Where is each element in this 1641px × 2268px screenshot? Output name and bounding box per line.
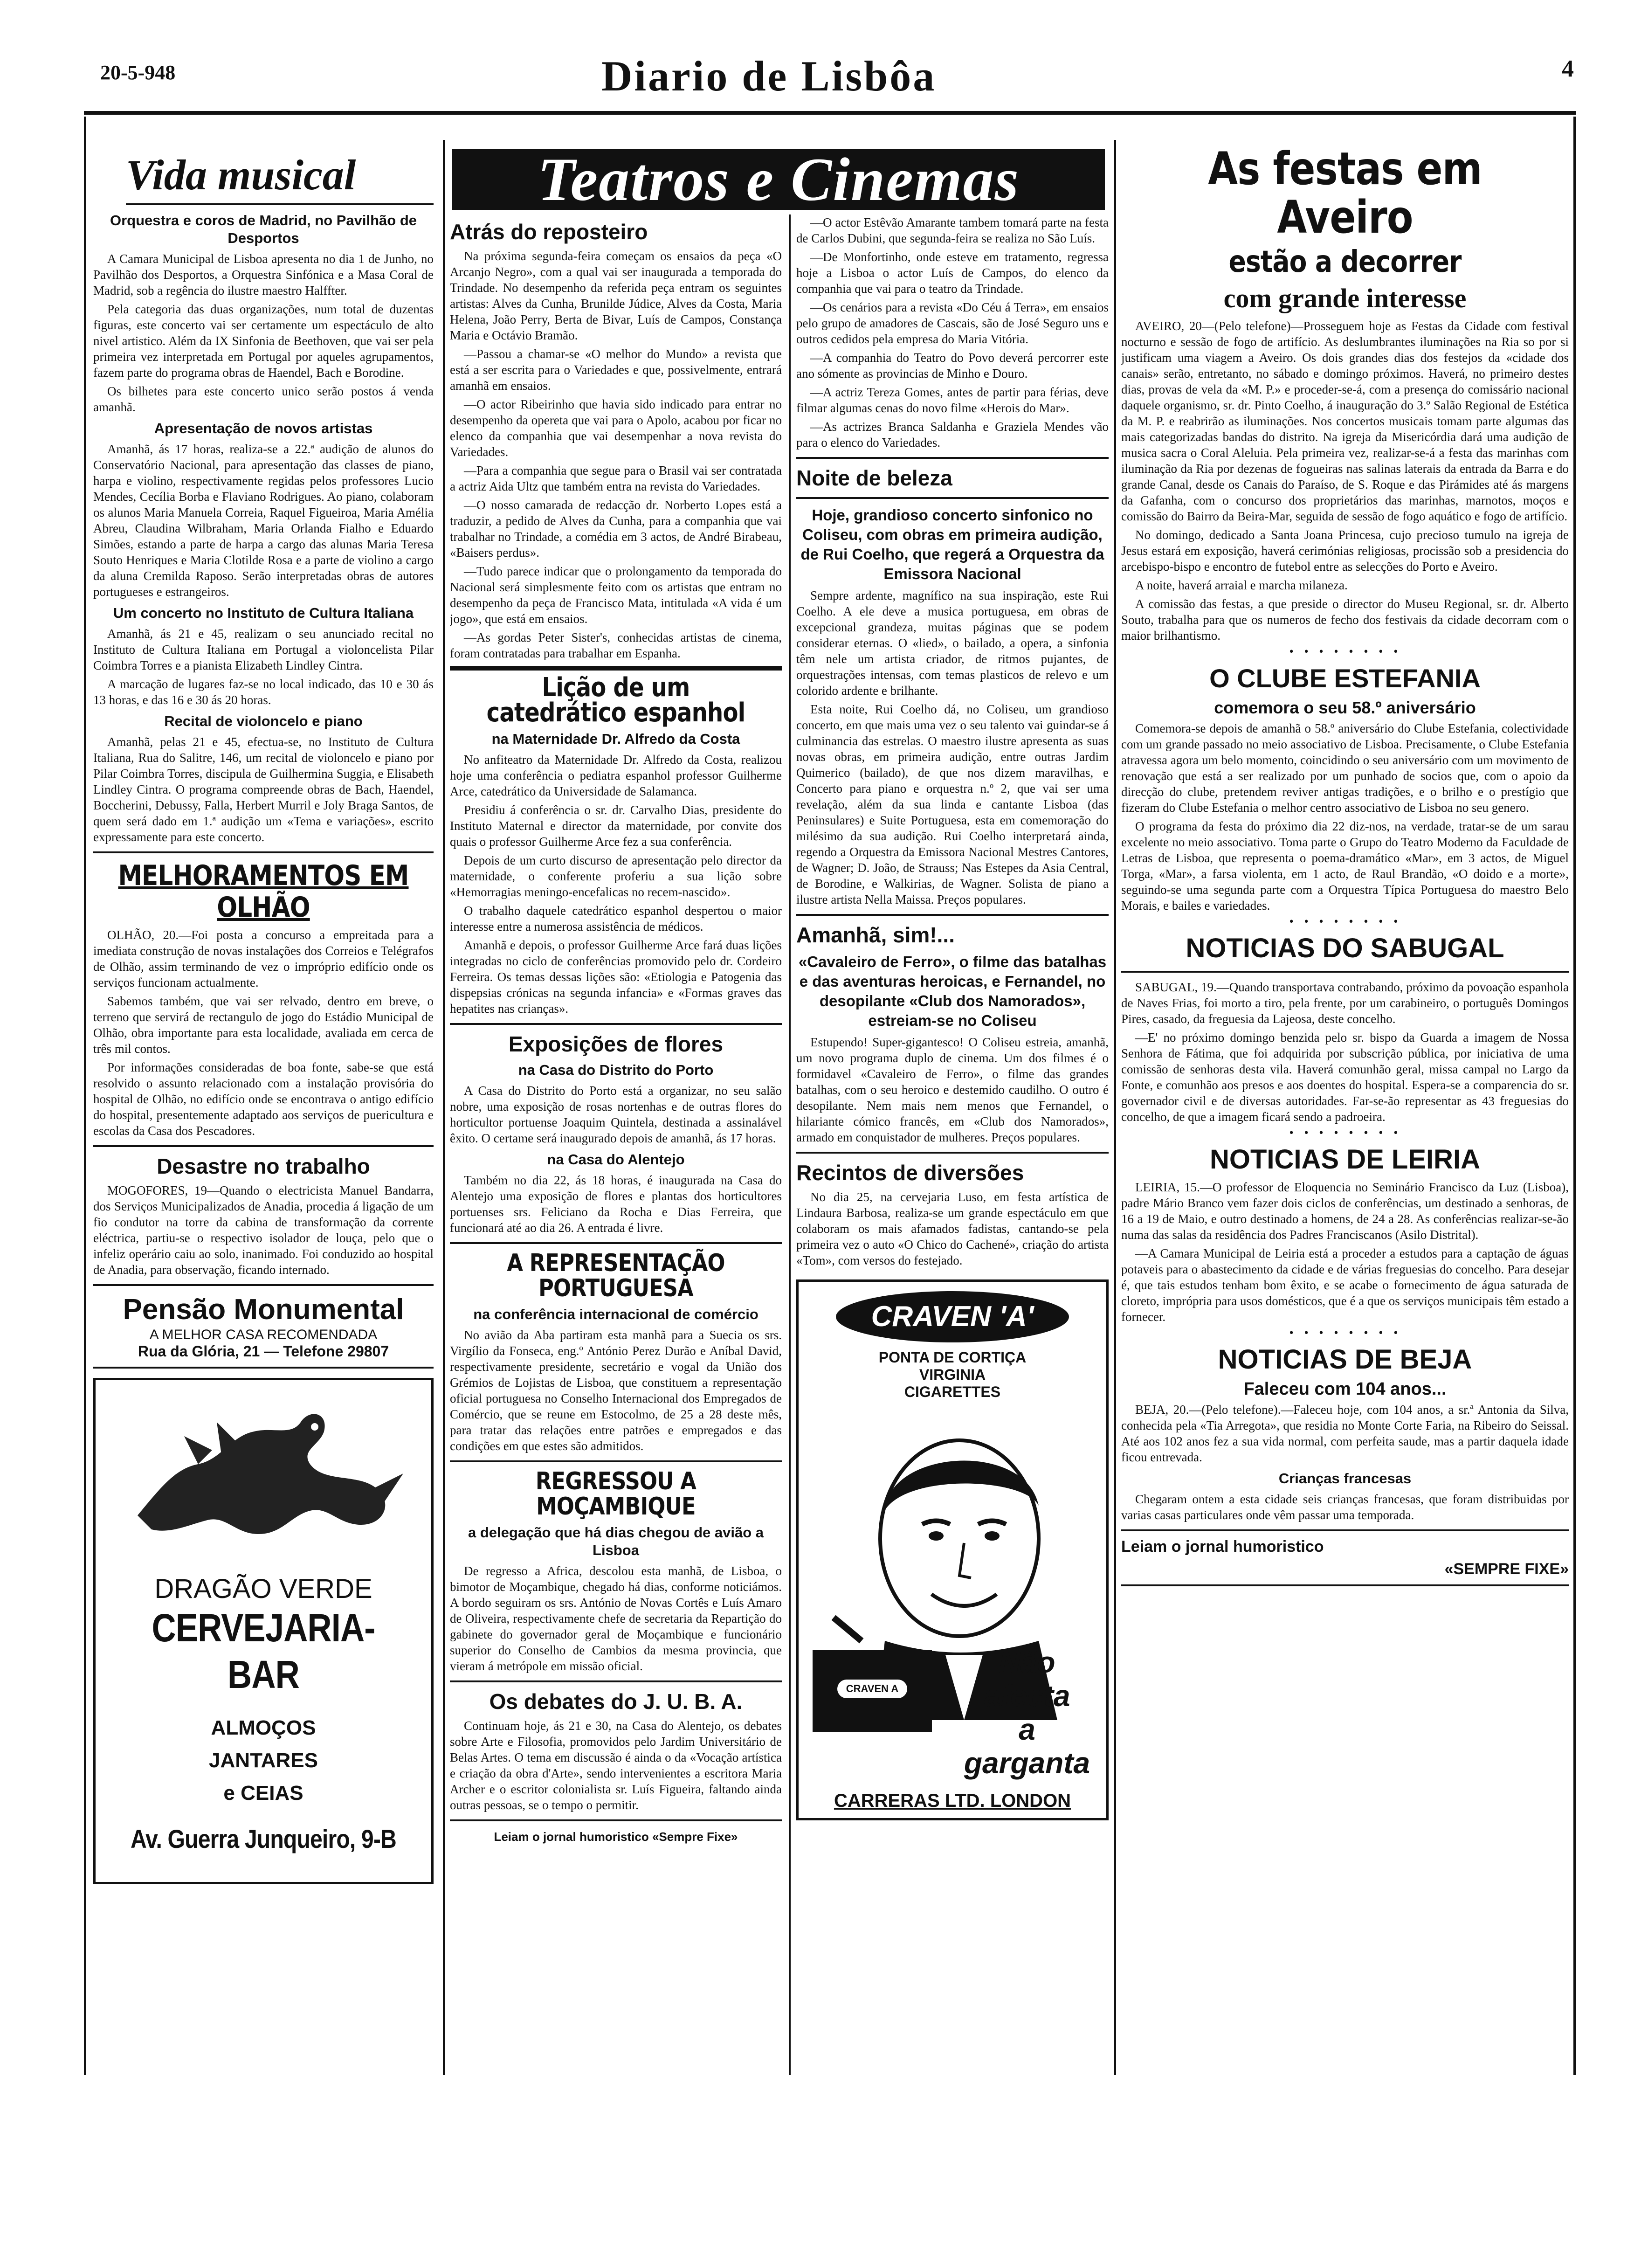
article-paragraph: Sabemos também, que vai ser relvado, dentro em breve, o terreno que servirá de rectangulo de jogo do Estádio Municipal de Olhão, obra importante para esta localidade, avaliada em cerca de três mil contos. (93, 994, 434, 1056)
divider (1121, 971, 1569, 973)
ornament-divider: • • • • • • • • (1288, 1328, 1402, 1339)
article-heading: Lição de um catedrático espanhol (486, 672, 745, 728)
slogan-line: Não (999, 1646, 1055, 1679)
column-rule-2 (789, 214, 791, 2075)
article-paragraph: Na próxima segunda-feira começam os ensaios da peça «O Arcanjo Negro», com a qual vai ser inaugurada a temporada do Trindade. No desempenho da referida peça entram os seguintes artistas: Alves da Cunha, Brunilde Júdice, Alves da Costa, Maria Helena, João Perry, Berta de Bivar, Luís de Campos, Constança Maria e Octávio Bramão. (450, 249, 782, 342)
ad-pensao-monumental (93, 1293, 434, 1360)
article-heading: O CLUBE ESTEFANIA (1209, 664, 1481, 693)
divider (450, 1242, 782, 1244)
article-heading: NOTICIAS DO SABUGAL (1186, 933, 1504, 963)
ad-line: e CEIAS (223, 1782, 303, 1805)
article-paragraph: —Passou a chamar-se «O melhor do Mundo» a revista que está a ser escrita para o Variedades e que, possivelmente, entrará amanhã em ensaios. (450, 347, 782, 393)
article-paragraph: —O actor Estêvão Amarante tambem tomará parte na festa de Carlos Dubini, que segunda-feira se realiza no São Luís. (796, 215, 1109, 245)
ad-line: ALMOÇOS (211, 1716, 316, 1739)
ad-dragao-verde (93, 1378, 434, 1884)
ad-slogan (952, 1646, 1102, 1780)
article-heading: Exposições de flores (508, 1032, 724, 1056)
cigarette-pack (813, 1650, 932, 1732)
ornament-divider: • • • • • • • • (1288, 1127, 1402, 1139)
article-paragraph: —Para a companhia que segue para o Brasil vai ser contratada a actriz Aida Ultz que também entra na revista do Variedades. (450, 463, 782, 493)
ad-name: DRAGÃO VERDE (154, 1574, 372, 1604)
article-paragraph: Continuam hoje, ás 21 e 30, na Casa do Alentejo, os debates sobre Arte e Filosofia, promovidos pelo Jardim Universitário de Belas Artes. O tema em discussão é ainda o da «Vocação artística e criação da obra d'Arte», sendo intervenientes a escritora Maria Archer e o escritor colonialista sr. Luís Figueira, faltando ainda outras pessoas, se o tempo o permitir. (450, 1719, 782, 1812)
divider (450, 1023, 782, 1025)
ad-kind: CERVEJARIA-BAR (152, 1606, 375, 1696)
article-paragraph: Esta noite, Rui Coelho dá, no Coliseu, um grandioso concerto, em que mais uma vez o seu talento vai guindar-se á culminancia das estrelas. O maestro ilustre apresenta as suas novas obras, em primeira audição, entre outras Jardim Quimerico (bailado), de que nos dizem maravilhas, e Concerto para piano e orquestra n.º 2, que vai ser uma revelação, além da sua linda e cantante Lisboa (das Peninsulares) e Suite Portuguesa, esta em comemoração do milésimo da sua audição. Rui Coelho interpretará ainda, regendo a Orquestra da Emissora Nacional Mestres Cantores, de Wagner; D. João, de Strauss; Nas Estepes da Asia Central, de Borodine, e Walkirias, de Wagner. Solista de piano a ilustre artista Nella Maissa. Preços populares. (796, 702, 1109, 906)
article-paragraph: Chegaram ontem a esta cidade seis crianças francesas, que foram distribuidas por varias casas particulares onde vêm passar uma temporada. (1121, 1492, 1569, 1522)
divider (93, 1367, 434, 1369)
article-heading: Apresentação de novos artistas (154, 420, 373, 436)
article-paragraph: A Camara Municipal de Lisboa apresenta no dia 1 de Junho, no Pavilhão dos Desportos, a Orquestra Sinfónica e a Masa Coral de Madrid, sob a regência do ilustre maestro Halffter. (93, 252, 434, 297)
article-subheading: a delegação que há dias chegou de avião a Lisboa (468, 1524, 764, 1558)
page-frame-right (1573, 117, 1576, 2075)
slogan-line: afecta (984, 1679, 1070, 1713)
article-paragraph: —Tudo parece indicar que o prolongamento da temporada do Nacional será simplesmente feito com os artistas que entram no desempenho da peça de Francisco Mata, intitulada «A vida é um jogo», que está em ensaios. (450, 564, 782, 626)
ornament-divider (450, 666, 782, 671)
column-4 (1121, 140, 1569, 2075)
article-heading: Desastre no trabalho (157, 1154, 370, 1178)
column-rule-1 (443, 140, 445, 2075)
article-paragraph: —As actrizes Branca Saldanha e Graziela Mendes vão para o elenco do Variedades. (796, 420, 1109, 449)
slogan-line: a garganta (964, 1713, 1090, 1780)
article-heading: NOTICIAS DE LEIRIA (1209, 1144, 1481, 1175)
ad-line: PONTA DE CORTIÇA (878, 1349, 1027, 1366)
article-heading: Recintos de diversões (796, 1161, 1024, 1185)
ad-line: A MELHOR CASA RECOMENDADA (149, 1327, 378, 1342)
article-subheading: na conferência internacional de comércio (473, 1306, 758, 1322)
article-paragraph: —Os cenários para a revista «Do Céu á Terra», em ensaios pelo grupo de amadores de Cascais, são de José Seguro uns e outros cedidos pela empresa do Maria Vitória. (796, 300, 1109, 346)
brand-name: CRAVEN 'A' (871, 1300, 1034, 1333)
article-heading: com grande interesse (1223, 283, 1467, 313)
article-heading: Atrás do reposteiro (450, 220, 648, 244)
article-paragraph: No dia 25, na cervejaria Luso, em festa artística de Lindaura Barbosa, realiza-se um grande espectáculo em que colaboram os mais afamados fadistas, cantando-se pela primeira vez o auto «O Chico do Cachené», criação do artista «Tom», com versos do festejado. (796, 1190, 1109, 1267)
divider (450, 1819, 782, 1821)
article-paragraph: —O nosso camarada de redacção dr. Norberto Lopes está a traduzir, a pedido de Alves da Cunha, para a companhia que vai trabalhar no Trindade, a comédia em 3 actos, de André Birabeau, «Baisers perdus». (450, 498, 782, 560)
article-heading: MELHORAMENTOS EM OLHÃO (118, 859, 409, 924)
article-subheading: na Casa do Alentejo (547, 1151, 685, 1168)
ad-title: Pensão Monumental (123, 1293, 404, 1326)
article-paragraph: Os bilhetes para este concerto unico serão postos á venda amanhã. (93, 384, 434, 414)
article-subheading: na Maternidade Dr. Alfredo da Costa (491, 731, 740, 747)
divider (93, 1145, 434, 1147)
article-heading: Amanhã, sim!... (796, 923, 955, 947)
divider (796, 497, 1109, 499)
masthead-date: 20-5-948 (100, 61, 176, 84)
article-paragraph: De regresso a Africa, descolou esta manhã, de Lisboa, o bimotor de Moçambique, chegado há dias, conforme noticiámos. A bordo seguiram os srs. António de Novas Cortês e Luís Amaro de Oliveira, respectivamente chefe de secretaria da Repartição do gabinete do governador geral de Moçambique e funcionário superior do Conselho de Cambios da mesma provincia, que vieram á metrópole em missão oficial. (450, 1564, 782, 1673)
section-title-vida-musical: Vida musical (126, 151, 356, 199)
divider (1121, 1529, 1569, 1531)
article-heading: REGRESSOU A MOÇAMBIQUE (535, 1467, 696, 1521)
article-paragraph: Amanhã e depois, o professor Guilherme Arce fará duas lições integradas no ciclo de conferências promovido pelo dr. Cordeiro Ferreira. Os temas dessas lições são: «Etiologia e Patogenia das dispepsias crónicas na segunda infancia» e «Formas graves das hepatites nas crianças». (450, 938, 782, 1016)
article-heading: Noite de beleza (796, 466, 952, 490)
article-paragraph: AVEIRO, 20—(Pelo telefone)—Prosseguem hoje as Festas da Cidade com festival nocturno e sessão de fogo de artifício. As deslumbrantes iluminações na Ria so por si justificam uma viagem a Aveiro. Os dois grandes dias dos festejos da «cidade dos canais» serão, entretanto, no sábado e domingo próximos. Haverá, no primeiro destes dias, provas de vela da «M. P.» e proceder-se-á, com a presença do comissário nacional daquele organismo, sr. dr. Pinto Coelho, á inauguração do 3.º Salão Regional de Estética da M. P. e reabrirão as iluminações. Nos concertos musicais tomam parte algumas das mais categorizadas bandas do distrito. Na igreja da Misericórdia dará uma audição de musica sacra o Coral Aleluia. Pela primeira vez, realizar-se-á a festa das marinhas com iluminação da Ria por dezenas de fogueiras nas salinas laterais da entrada da Barra e do grande Canal, desde os Canais do Paraíso, de S. Roque e das Pirámides até ás margens da Gafanha, com o concurso dos proprietários das marinhas, marnotos, moços e comissão do Bairro da Beira-Mar, seguida de sessão de fogo aquático e fogo de artifício. (1121, 319, 1569, 523)
article-paragraph: Sempre ardente, magnífico na sua inspiração, este Rui Coelho. A ele deve a musica portuguesa, em obras de excepcional grandeza, muitas páginas que se podem considerar eternas. O «lied», o bailado, a opera, a sinfonia têm nele um artista criador, de ritmos pujantes, de orquestrações intensas, com temas plasticos de relevo e um colorido ardente e brilhante. (796, 588, 1109, 698)
article-paragraph: —De Monfortinho, onde esteve em tratamento, regressa hoje a Lisboa o actor Luís de Campos, do elenco da companhia que vai para o teatro da Trindade. (796, 250, 1109, 296)
column-rule-3 (1114, 140, 1116, 2075)
article-heading: NOTICIAS DE BEJA (1218, 1344, 1472, 1375)
article-subheading: Faleceu com 104 anos... (1243, 1379, 1447, 1399)
ad-line: Rua da Glória, 21 — Telefone 29807 (138, 1343, 389, 1360)
article-heading: As festas em Aveiro (1208, 143, 1482, 243)
ad-line: JANTARES (209, 1749, 318, 1772)
article-heading: Hoje, grandioso concerto sinfonico no Coliseu, com obras em primeira audição, de Rui Coelho, que regerá a Orquestra da Emissora Nacional (800, 506, 1104, 582)
divider (450, 1460, 782, 1462)
masthead-title: Diario de Lisbôa (601, 52, 937, 100)
pack-label: CRAVEN A (837, 1680, 907, 1698)
article-heading: Um concerto no Instituto de Cultura Italiana (113, 605, 414, 621)
column-3 (796, 214, 1109, 2075)
article-paragraph: Amanhã, ás 17 horas, realiza-se a 22.ª audição de alunos do Conservatório Nacional, para apresentação das classes de piano, harpa e violino, respectivamente regidas pelos professores Lucio Mendes, Cecília Borba e Flaviano Rodrigues. Ao piano, colaboram os alunos Maria Manuela Correia, Raquel Figueiroa, Maria Amélia Abreu, Claudina Wilbraham, Maria Orlanda Fialho e Eduardo Simões, estando a parte de harpa a cargo das alunas Maria Teresa Souto Henriques e Maria Clotilde Rosa e a parte de violino a cargo da aluna Cremilda Raposo. Serão interpretadas obras de autores portugueses e estrangeiros. (93, 442, 434, 599)
footer-note: «SEMPRE FIXE» (1444, 1560, 1569, 1578)
article-paragraph: Também no dia 22, ás 18 horas, é inaugurada na Casa do Alentejo uma exposição de flores e plantas dos horticultores portuenses srs. Feliciano da Rocha e Dias Ferreira, que funcionará até ao dia 26. A entrada é livre. (450, 1173, 782, 1235)
divider (93, 1284, 434, 1286)
article-subheading: comemora o seu 58.º aniversário (1214, 698, 1476, 717)
article-paragraph: —A actriz Tereza Gomes, antes de partir para férias, deve filmar algumas cenas do novo filme «Herois do Mar». (796, 385, 1109, 415)
article-subheading: na Casa do Distrito do Porto (518, 1062, 714, 1078)
article-paragraph: —A Camara Municipal de Leiria está a proceder a estudos para a captação de águas potaveis para o abastecimento da cidade e de várias freguesias do concelho. Para desejar é, que tais estudos tenham bom êxito, e se acabe o fornecimento de água saturada de cloreto, imprópria para usos domésticos, que é a que os serviços municipais têm estado a fornecer. (1121, 1246, 1569, 1324)
article-paragraph: No anfiteatro da Maternidade Dr. Alfredo da Costa, realizou hoje uma conferência o pediatra espanhol professor Guilherme Arce, catedrático da Universidade de Salamanca. (450, 753, 782, 798)
page-number: 4 (1562, 55, 1574, 82)
article-paragraph: —As gordas Peter Sister's, conhecidas artistas de cinema, foram contratadas para trabalhar em Espanha. (450, 630, 782, 660)
divider (450, 1680, 782, 1682)
article-paragraph: A comissão das festas, a que preside o director do Museu Regional, sr. dr. Alberto Souto, trabalha para que os numeros de fecho dos festivais da cidade decorram com o maior brilhantismo. (1121, 597, 1569, 643)
article-paragraph: O programa da festa do próximo dia 22 diz-nos, na verdade, tratar-se de um sarau excelente no meio associativo. Toma parte o Grupo do Teatro Moderno da Faculdade de Letras de Lisboa, que representa o poema-dramático «Mar», em 3 actos, de Miguel Torga, «Mar», a farsa violenta, em 1 acto, de Raul Brandão, «O doido e a morte», seguindo-se uma segunda parte com a Orquestra Típica Portuguesa do maestro Belo Morais, e bailes e variedades. (1121, 819, 1569, 913)
divider (796, 914, 1109, 916)
article-paragraph: Estupendo! Super-gigantesco! O Coliseu estreia, amanhã, um novo programa duplo de cinema. Um dos filmes é o formidavel «Cavaleiro de Ferro», o filme das grandes batalhas, com o seu heroico e destemido caudilho. O outro é desopilante. Nem mais nem menos que Fernandel, o hilariante cómico francês, em «Club dos Namorados», armado em conquistador de mulheres. Preços populares. (796, 1035, 1109, 1144)
ad-line: CIGARETTES (904, 1383, 1001, 1400)
divider (1121, 1584, 1569, 1586)
article-paragraph: BEJA, 20.—(Pelo telefone).—Faleceu hoje, com 104 anos, a sr.ª Antonia da Silva, conhecida pela «Tia Arregota», que residia no Monte Corte Faria, na Ribeiro do Seissal. Até aos 102 anos fez a sua vida normal, com perfeita saude, mas a partir daquela idade ficou entrevada. (1121, 1403, 1569, 1464)
article-paragraph: —E' no próximo domingo benzida pelo sr. bispo da Guarda a imagem de Nossa Senhora de Fátima, que foi adquirida por subscrição pública, por iniciativa de uma comissão de senhoras desta vila. Haverá comunhão geral, missa campal no Largo da Fonte, e comunhão aos presos e aos doentes do hospital. Espera-se a comparencia do sr. governador civil e de diversas autoridades. Far-se-ão representar as 43 freguesias do concelho, de que a imagem ficará sendo a padroeira. (1121, 1030, 1569, 1124)
page-frame-left (84, 117, 86, 2075)
footer-note: Leiam o jornal humoristico (1121, 1538, 1324, 1556)
article-paragraph: A Casa do Distrito do Porto está a organizar, no seu salão nobre, uma exposição de rosas nortenhas e de outras flores do horticultor portuense Joaquim Quintela, destinada a assinalável êxito. O certame será inaugurado depois de amanhã, ás 17 horas. (450, 1084, 782, 1145)
article-paragraph: Presidiu á conferência o sr. dr. Carvalho Dias, presidente do Instituto Maternal e director da maternidade, por convite dos quais o professor Guilherme Arce fez a sua conferência. (450, 803, 782, 849)
ad-maker: CARRERAS LTD. LONDON (834, 1791, 1071, 1811)
ad-line: VIRGINIA (919, 1366, 986, 1383)
article-paragraph: O trabalho daquele catedrático espanhol despertou o maior interesse entre a numerosa assistência de médicos. (450, 904, 782, 933)
article-paragraph: Pela categoria das duas organizações, num total de duzentas figuras, este concerto vai ser certamente um espectáculo de alto nivel artistico. Além da IX Sinfonia de Beethoven, que vai ser pela primeira vez interpretada em Portugal por aqueles agrupamentos, fazem parte do programa obras de Haendel, Bach e Borodine. (93, 302, 434, 380)
article-heading: A REPRESENTAÇÃO PORTUGUESA (507, 1249, 725, 1302)
article-paragraph: OLHÃO, 20.—Foi posta a concurso a empreitada para a imediata construção de novas instalações dos Correios e Telégrafos de Olhão, assim terminando de vez o impróprio edifício onde os serviços funcionam actualmente. (93, 928, 434, 989)
footer-note: Leiam o jornal humoristico «Sempre Fixe» (494, 1830, 738, 1844)
divider (93, 851, 434, 853)
article-paragraph: A marcação de lugares faz-se no local indicado, das 10 e 30 ás 13 horas, e das 16 e 30 ás 20 horas. (93, 677, 434, 707)
article-paragraph: Por informações consideradas de boa fonte, sabe-se que está resolvido o assunto relacionado com a instalação provisória do hospital de Olhão, no edifício onde se encontrava o antigo edifício do hospital, presentemente adaptado aos serviços de puericultura e escolas da Casa dos Pescadores. (93, 1060, 434, 1138)
article-heading: Recital de violoncelo e piano (164, 713, 363, 729)
article-paragraph: Comemora-se depois de amanhã o 58.º aniversário do Clube Estefania, colectividade com um grande passado no meio associativo de Lisboa. Precisamente, o Clube Estefania atravessa agora um belo momento, coincidindo o seu aniversário com um movimento de renovação que está a ser realizado por um punhado de socios que, com o apoio da direcção do clube, pretendem reviver antigas tradições, e o brilho e o prestígio que fizeram do Clube Estefania o melhor centro associativo de Lisboa no seu genero. (1121, 721, 1569, 815)
article-paragraph: No domingo, dedicado a Santa Joana Princesa, cujo precioso tumulo na igreja de Jesus estará em exposição, haverá cerimónias religiosas, procissão sob a presidencia do arcebispo-bispo e encontro de futebol entre as selecções do Porto e Aveiro. (1121, 528, 1569, 574)
article-paragraph: Depois de um curto discurso de apresentação pelo director da maternidade, o conferente proferiu a sua lição sobre «Hemorragias meningo-encefalicas no recem-nascido». (450, 853, 782, 899)
masthead-rule (84, 111, 1576, 115)
article-lead: «Cavaleiro de Ferro», o filme das batalhas e das aventuras heroicas, e Fernandel, no desopilante «Club dos Namorados», estreiam-se no Coliseu (798, 953, 1107, 1029)
article-paragraph: No avião da Aba partiram esta manhã para a Suecia os srs. Virgílio da Fonseca, eng.º António Perez Durão e Aníbal David, respectivamente presidente, secretário e vogal da União dos Grémios de Lojistas de Lisboa, que constituem a representação oficial portuguesa no Conselho Internacional dos Empregados de Comércio, que se reune em Estocolmo, de 25 a 28 deste mês, para tratar das relações entre patrões e empregados e das condições em que estes são admitidos. (450, 1328, 782, 1453)
ad-address: Av. Guerra Junqueiro, 9-B (131, 1824, 396, 1853)
article-paragraph: Amanhã, pelas 21 e 45, efectua-se, no Instituto de Cultura Italiana, Rua do Salitre, 146, um recital de violoncelo e piano por Pilar Coimbra Torres, discipula de Guilhermina Suggia, e Elisabeth Lindley Cintra. O programa compreende obras de Bach, Haendel, Boccherini, Debussy, Falla, Herbert Murril e Joly Braga Santos, de quem será dado em 1.ª audição um «Tema e variações», escrito expressamente para este concerto. (93, 735, 434, 844)
column-2 (450, 214, 782, 2075)
ad-craven-a (796, 1279, 1109, 1820)
article-heading: Os debates do J. U. B. A. (489, 1689, 743, 1714)
dragon-icon (105, 1394, 422, 1553)
teatros-e-cinemas-banner: Teatros e Cinemas (452, 149, 1105, 210)
divider (126, 203, 434, 205)
article-paragraph: MOGOFORES, 19—Quando o electricista Manuel Bandarra, dos Serviços Municipalizados de Anadia, procedia á ligação de um fio condutor na torre da cabina de transformação da corrente eléctrica, partiu-se o respectivo isolador de louça, pelo que o infeliz operário caiu ao solo, inanimado. Foi conduzido ao hospital de Anadia, para observação, ficando internado. (93, 1183, 434, 1277)
article-paragraph: LEIRIA, 15.—O professor de Eloquencia no Seminário Francisco da Luz (Lisboa), padre Mário Branco vem fazer dois ciclos de conferências, um destinado a senhoras, de 16 a 19 de Maio, e outro destinado a homens, de 24 a 28. As conferências realizar-se-ão numa das salas da residência dos Padres Franciscanos (Asilo Distrital). (1121, 1180, 1569, 1242)
article-paragraph: —A companhia do Teatro do Povo deverá percorrer este ano sómente as provincias de Minho e Douro. (796, 351, 1109, 380)
brand-logo (836, 1291, 1069, 1342)
article-paragraph: A noite, haverá arraial e marcha milaneza. (1135, 578, 1348, 592)
divider (796, 457, 1109, 459)
ornament-divider: • • • • • • • • (1288, 916, 1402, 928)
divider (796, 1152, 1109, 1154)
ornament-divider: • • • • • • • • (1288, 646, 1402, 658)
article-heading: Orquestra e coros de Madrid, no Pavilhão de Desportos (110, 212, 417, 246)
article-paragraph: Amanhã, ás 21 e 45, realizam o seu anunciado recital no Instituto de Cultura Italiana em Portugal a violoncelista Pilar Coimbra Torres e a pianista Elizabeth Lindley Cintra. (93, 627, 434, 672)
column-1 (93, 140, 434, 2075)
article-heading: estão a decorrer (1228, 245, 1462, 279)
article-paragraph: —O actor Ribeirinho que havia sido indicado para entrar no desempenho da opereta que vai para o Apolo, acabou por ficar no elenco da companhia que vai desempenhar a nova revista do Variedades. (450, 397, 782, 459)
article-subheading: Crianças francesas (1278, 1470, 1412, 1487)
article-paragraph: SABUGAL, 19.—Quando transportava contrabando, próximo da povoação espanhola de Naves Frias, foi morto a tiro, pela frente, por um carabineiro, o português Domingos Pires, casado, da freguesia da Lajeosa, deste concelho. (1121, 980, 1569, 1026)
